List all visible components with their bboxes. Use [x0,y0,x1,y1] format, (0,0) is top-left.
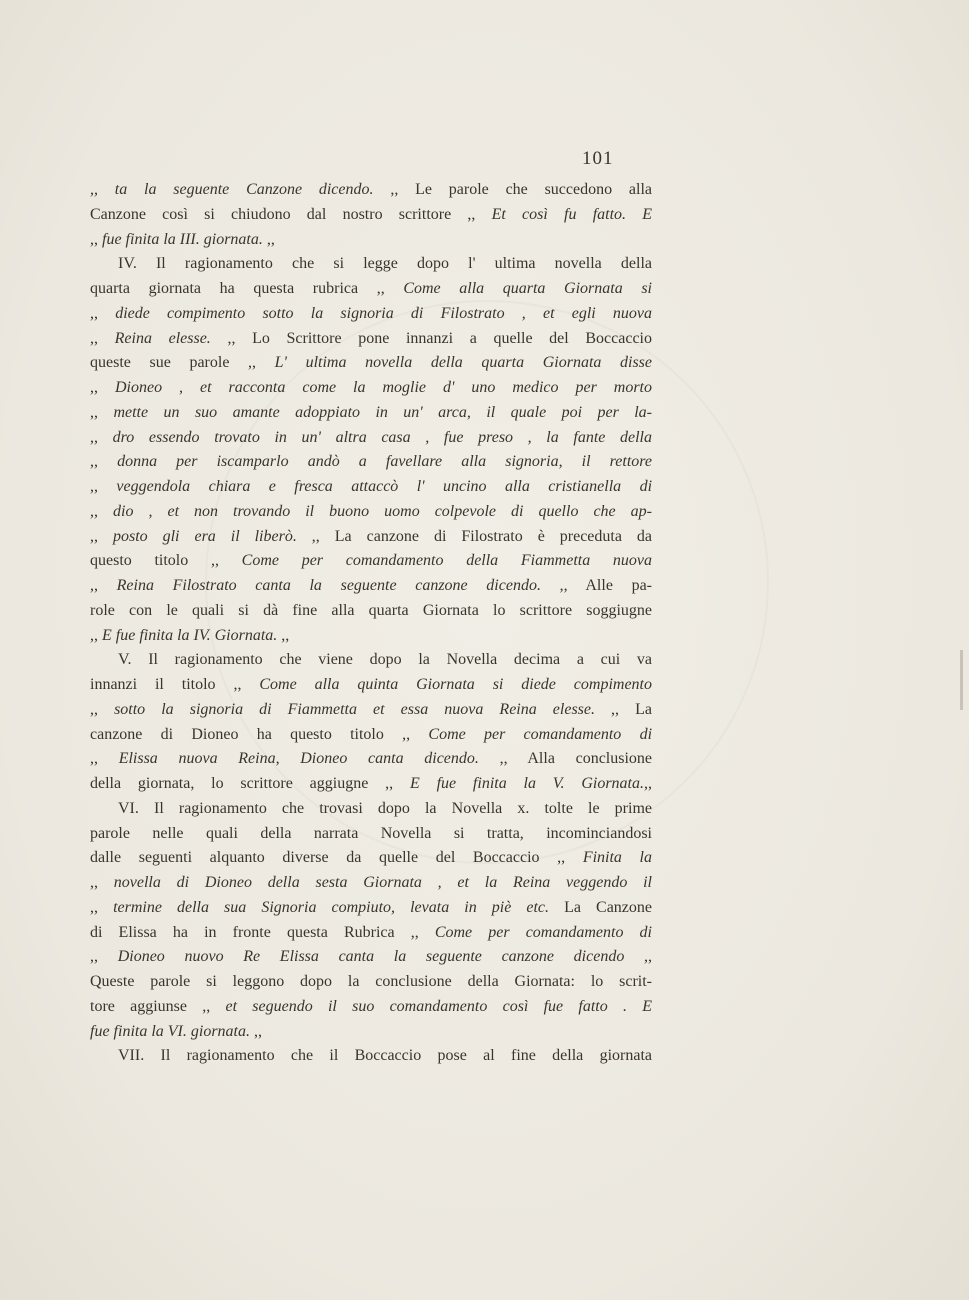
roman-text: ,, [277,626,290,644]
italic-text: Elissa nuova Reina, Dioneo canta dicendo. [118,750,479,768]
text-line [90,228,652,253]
italic-text: L' ultima novella della quarta Giornata disse [274,354,652,372]
roman-text: ,, [250,1022,262,1040]
italic-text: posto gli era il liberò. [112,527,297,545]
italic-text: Dioneo , et racconta come la moglie d' uno medico per morto [114,379,653,396]
italic-text: Reina Filostrato canta la seguente canzone dicendo. [116,577,541,594]
text-line [90,574,652,599]
roman-text: ,, [90,898,114,916]
text-line [90,450,652,475]
roman-text: Canzone così si chiudono dal nostro scrittore ,, [90,205,492,223]
text-line [90,797,652,822]
italic-text: donna per iscamparlo andò a favellare alla signoria, il rettore [117,453,652,471]
roman-text: innanzi il titolo ,, [90,676,260,693]
italic-text: dro essendo trovato in un' altra casa , fue preso , la fante della [112,428,653,446]
text-line [90,896,652,921]
roman-text: La Canzone [549,898,652,916]
roman-text: ,, [90,626,102,644]
text-line [90,475,652,500]
italic-text: Come per comandamento di [434,923,652,941]
text-line [90,698,652,723]
roman-text: ,, La [595,700,652,718]
roman-text: parole nelle quali della narrata Novella si tratta, incominciandosi [90,824,652,842]
italic-text: Come alla quarta Giornata si [403,280,652,297]
text-line [90,252,652,277]
roman-text: VI. Il ragionamento che trovasi dopo la Novella x. tolte le prime [118,799,652,817]
italic-text: termine della sua Signoria compiuto, levata in piè etc. [113,898,550,916]
roman-text: ,, Lo Scrittore pone innanzi a quelle del Boccaccio [210,329,652,347]
roman-text: canzone di Dioneo ha questo titolo ,, [90,725,429,743]
text-line [90,525,652,550]
roman-text: ,, [90,750,119,768]
roman-text: ,, [90,874,114,891]
roman-text: ,, Alla conclusione [478,750,653,768]
roman-text: ,, [624,948,653,966]
italic-text: mette un suo amante adoppiato in un' arca, il quale poi per la- [113,403,653,421]
roman-text: tore aggiunse ,, [90,997,226,1015]
roman-text: IV. Il ragionamento che si legge dopo l' ultima novella della [118,255,652,273]
text-line [90,970,652,995]
text-line [90,351,652,376]
text-line [90,327,652,352]
text-line [90,921,652,946]
italic-text: E fue finita la V. Giornata. [409,775,645,792]
italic-text: sotto la signoria di Fiammetta et essa nuova Reina elesse. [114,700,595,718]
roman-text: dalle seguenti alquanto diverse da quelle del Boccaccio ,, [90,849,583,867]
roman-text: role con le quali si dà fine alla quarta Giornata lo scrittore soggiugne [90,601,652,619]
text-line [90,549,652,574]
italic-text: novella di Dioneo della sesta Giornata , et la Reina veggendo il [113,874,652,891]
roman-text: ,, [262,230,275,248]
text-line [90,203,652,228]
text-line [90,747,652,772]
text-line [90,772,652,797]
roman-text: ,, [90,379,115,396]
body-text [90,178,652,1069]
text-line [90,945,652,970]
text-line [90,846,652,871]
roman-text: ,, [644,775,653,792]
roman-text: ,, [90,403,114,421]
italic-text: Finita la [582,849,653,867]
italic-text: Reina elesse. [114,329,211,347]
roman-text: ,, [90,700,115,718]
italic-text: fue finita la VI. giornata. [90,1022,250,1040]
text-line [90,178,652,203]
roman-text: ,, La canzone di Filostrato è preceduta da [296,527,653,545]
roman-text: di Elissa ha in fronte questa Rubrica ,, [90,923,435,941]
text-line [90,376,652,401]
text-line [90,624,652,649]
text-line [90,673,652,698]
roman-text: ,, [90,502,114,520]
italic-text: Come per comandamento di [428,725,653,743]
italic-text: Come alla quinta Giornata si diede compimento [259,676,653,693]
roman-text: ,, [90,329,115,347]
text-line [90,426,652,451]
italic-text: ,, ta la seguente Canzone dicendo. [90,181,374,198]
page-number: 101 [582,148,614,169]
italic-text: Come per comandamento della Fiammetta nuova [241,552,653,570]
text-line [90,871,652,896]
text-line [90,648,652,673]
roman-text: VII. Il ragionamento che il Boccaccio pose al fine della giornata [118,1047,652,1065]
roman-text: Queste parole si leggono dopo la conclusione della Giornata: lo scrit- [90,973,652,990]
text-line [90,723,652,748]
text-line [90,302,652,327]
roman-text: ,, Alle pa- [540,577,653,594]
text-line [90,995,652,1020]
roman-text: queste sue parole ,, [90,354,275,372]
roman-text: ,, [90,478,117,495]
roman-text: ,, Le parole che succedono alla [373,181,652,198]
roman-text: ,, [90,527,113,545]
roman-text: ,, [90,577,117,594]
italic-text: Dioneo nuovo Re Elissa canta la seguente canzone dicendo [117,948,625,966]
italic-text: et seguendo il suo comandamento così fue fatto . E [225,997,653,1015]
italic-text: fue finita la III. giornata. [102,230,263,248]
italic-text: diede compimento sotto la signoria di Filostrato , et egli nuova [115,304,653,322]
text-line [90,277,652,302]
roman-text: della giornata, lo scrittore aggiugne ,, [90,775,410,792]
text-line [90,1044,652,1069]
roman-text: V. Il ragionamento che viene dopo la Novella decima a cui va [118,651,652,669]
text-line [90,599,652,624]
roman-text: ,, [90,304,116,322]
text-line [90,822,652,847]
roman-text: questo titolo ,, [90,552,242,570]
roman-text: ,, [90,453,118,471]
italic-text: dio , et non trovando il buono uomo colpevole di quello che ap- [113,502,652,520]
text-line [90,1020,652,1045]
text-line [90,500,652,525]
italic-text: veggendola chiara e fresca attaccò l' uncino alla cristianella di [116,478,653,495]
page-edge-mark [960,650,963,710]
roman-text: ,, [90,428,113,446]
roman-text: ,, [90,230,102,248]
italic-text: E fue finita la IV. Giornata. [102,626,278,644]
italic-text: Et così fu fatto. E [491,205,653,223]
roman-text: quarta giornata ha questa rubrica ,, [90,280,404,297]
roman-text: ,, [90,948,118,966]
text-line [90,401,652,426]
